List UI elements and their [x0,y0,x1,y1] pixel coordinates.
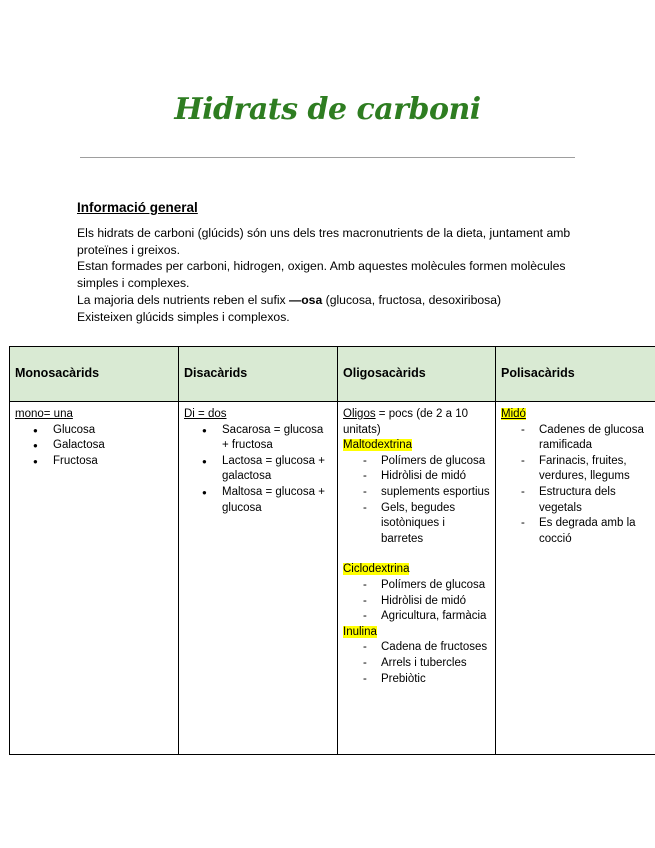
list-item: - Cadenes de glucosa ramificada [501,423,650,454]
carbohydrate-table [9,346,655,755]
list-item: - Prebiòtic [343,672,490,688]
table-row [10,402,655,755]
header-polysaccharides: Polisacàrids [496,347,655,402]
maltodextrin-label: Maltodextrina [343,439,413,452]
table-header-row [10,347,655,402]
list-item: ● Glucosa [15,423,173,439]
cyclodextrin-list [343,578,490,625]
list-item: ● Maltosa = glucosa + glucosa [184,485,332,516]
info-paragraph-2: Estan formades per carboni, hidrogen, oxigen. Amb aquestes molècules formen molècules simples i complexes. [77,259,566,291]
suffix-osa: —osa [289,292,323,307]
p3-examples: (glucosa, fructosa, desoxiribosa) [322,292,502,307]
list-item: - Agricultura, farmàcia [343,609,490,625]
group-name [343,438,490,454]
list-item: - Hidròlisi de midó [343,469,490,485]
header-oligosaccharides: Oligosacàrids [338,347,496,402]
cell-di [179,402,338,755]
maltodextrin-list [343,454,490,548]
list-item: - Polímers de glucosa [343,578,490,594]
cell-mono [10,402,179,755]
di-list [184,423,332,517]
header-monosaccharides: Monosacàrids [10,347,179,402]
inulin-label: Inulina [343,625,377,638]
oligo-desc: = pocs (de 2 a 10 unitats) [343,408,468,436]
list-item: - Cadena de fructoses [343,640,490,656]
group-name [501,407,650,423]
mono-intro: mono= una [15,408,73,420]
general-info-section [77,200,587,326]
horizontal-divider [80,157,575,158]
list-item: - Gels, begudes isotòniques i barretes [343,501,490,548]
info-paragraph-1: Els hidrats de carboni (glúcids) són uns dels tres macronutrients de la dieta, juntament amb proteïnes i greixos. [77,225,571,257]
cell-oligo [338,402,496,755]
list-item: - Hidròlisi de midó [343,594,490,610]
di-intro: Di = dos [184,408,227,420]
section-heading: Informació general [77,200,198,215]
mono-list [15,423,173,470]
list-item: ● Sacarosa = glucosa + fructosa [184,423,332,454]
cyclodextrin-label: Ciclodextrina [343,563,410,576]
starch-list [501,423,650,548]
list-item: ● Lactosa = glucosa + galactosa [184,454,332,485]
list-item: - Estructura dels vegetals [501,485,650,516]
list-item: - Es degrada amb la cocció [501,516,650,547]
starch-label: Midó [501,408,526,420]
group-name [343,562,490,578]
header-disaccharides: Disacàrids [179,347,338,402]
group-name [343,625,490,641]
inulin-list [343,640,490,687]
list-item: - suplements esportius [343,485,490,501]
info-paragraph-4: Existeixen glúcids simples i complexos. [77,309,290,324]
info-paragraph-3 [77,292,587,309]
list-item: ● Galactosa [15,438,173,454]
p3-text: La majoria dels nutrients reben el sufix [77,292,290,307]
oligo-intro [343,407,490,438]
list-item: - Polímers de glucosa [343,454,490,470]
spacer [343,547,490,562]
list-item: ● Fructosa [15,454,173,470]
cell-poli [496,402,655,755]
oligo-word: Oligos [343,408,376,420]
list-item: - Arrels i tubercles [343,656,490,672]
list-item: - Farinacis, fruites, verdures, llegums [501,454,650,485]
page-title: Hidrats de carboni [174,92,481,127]
